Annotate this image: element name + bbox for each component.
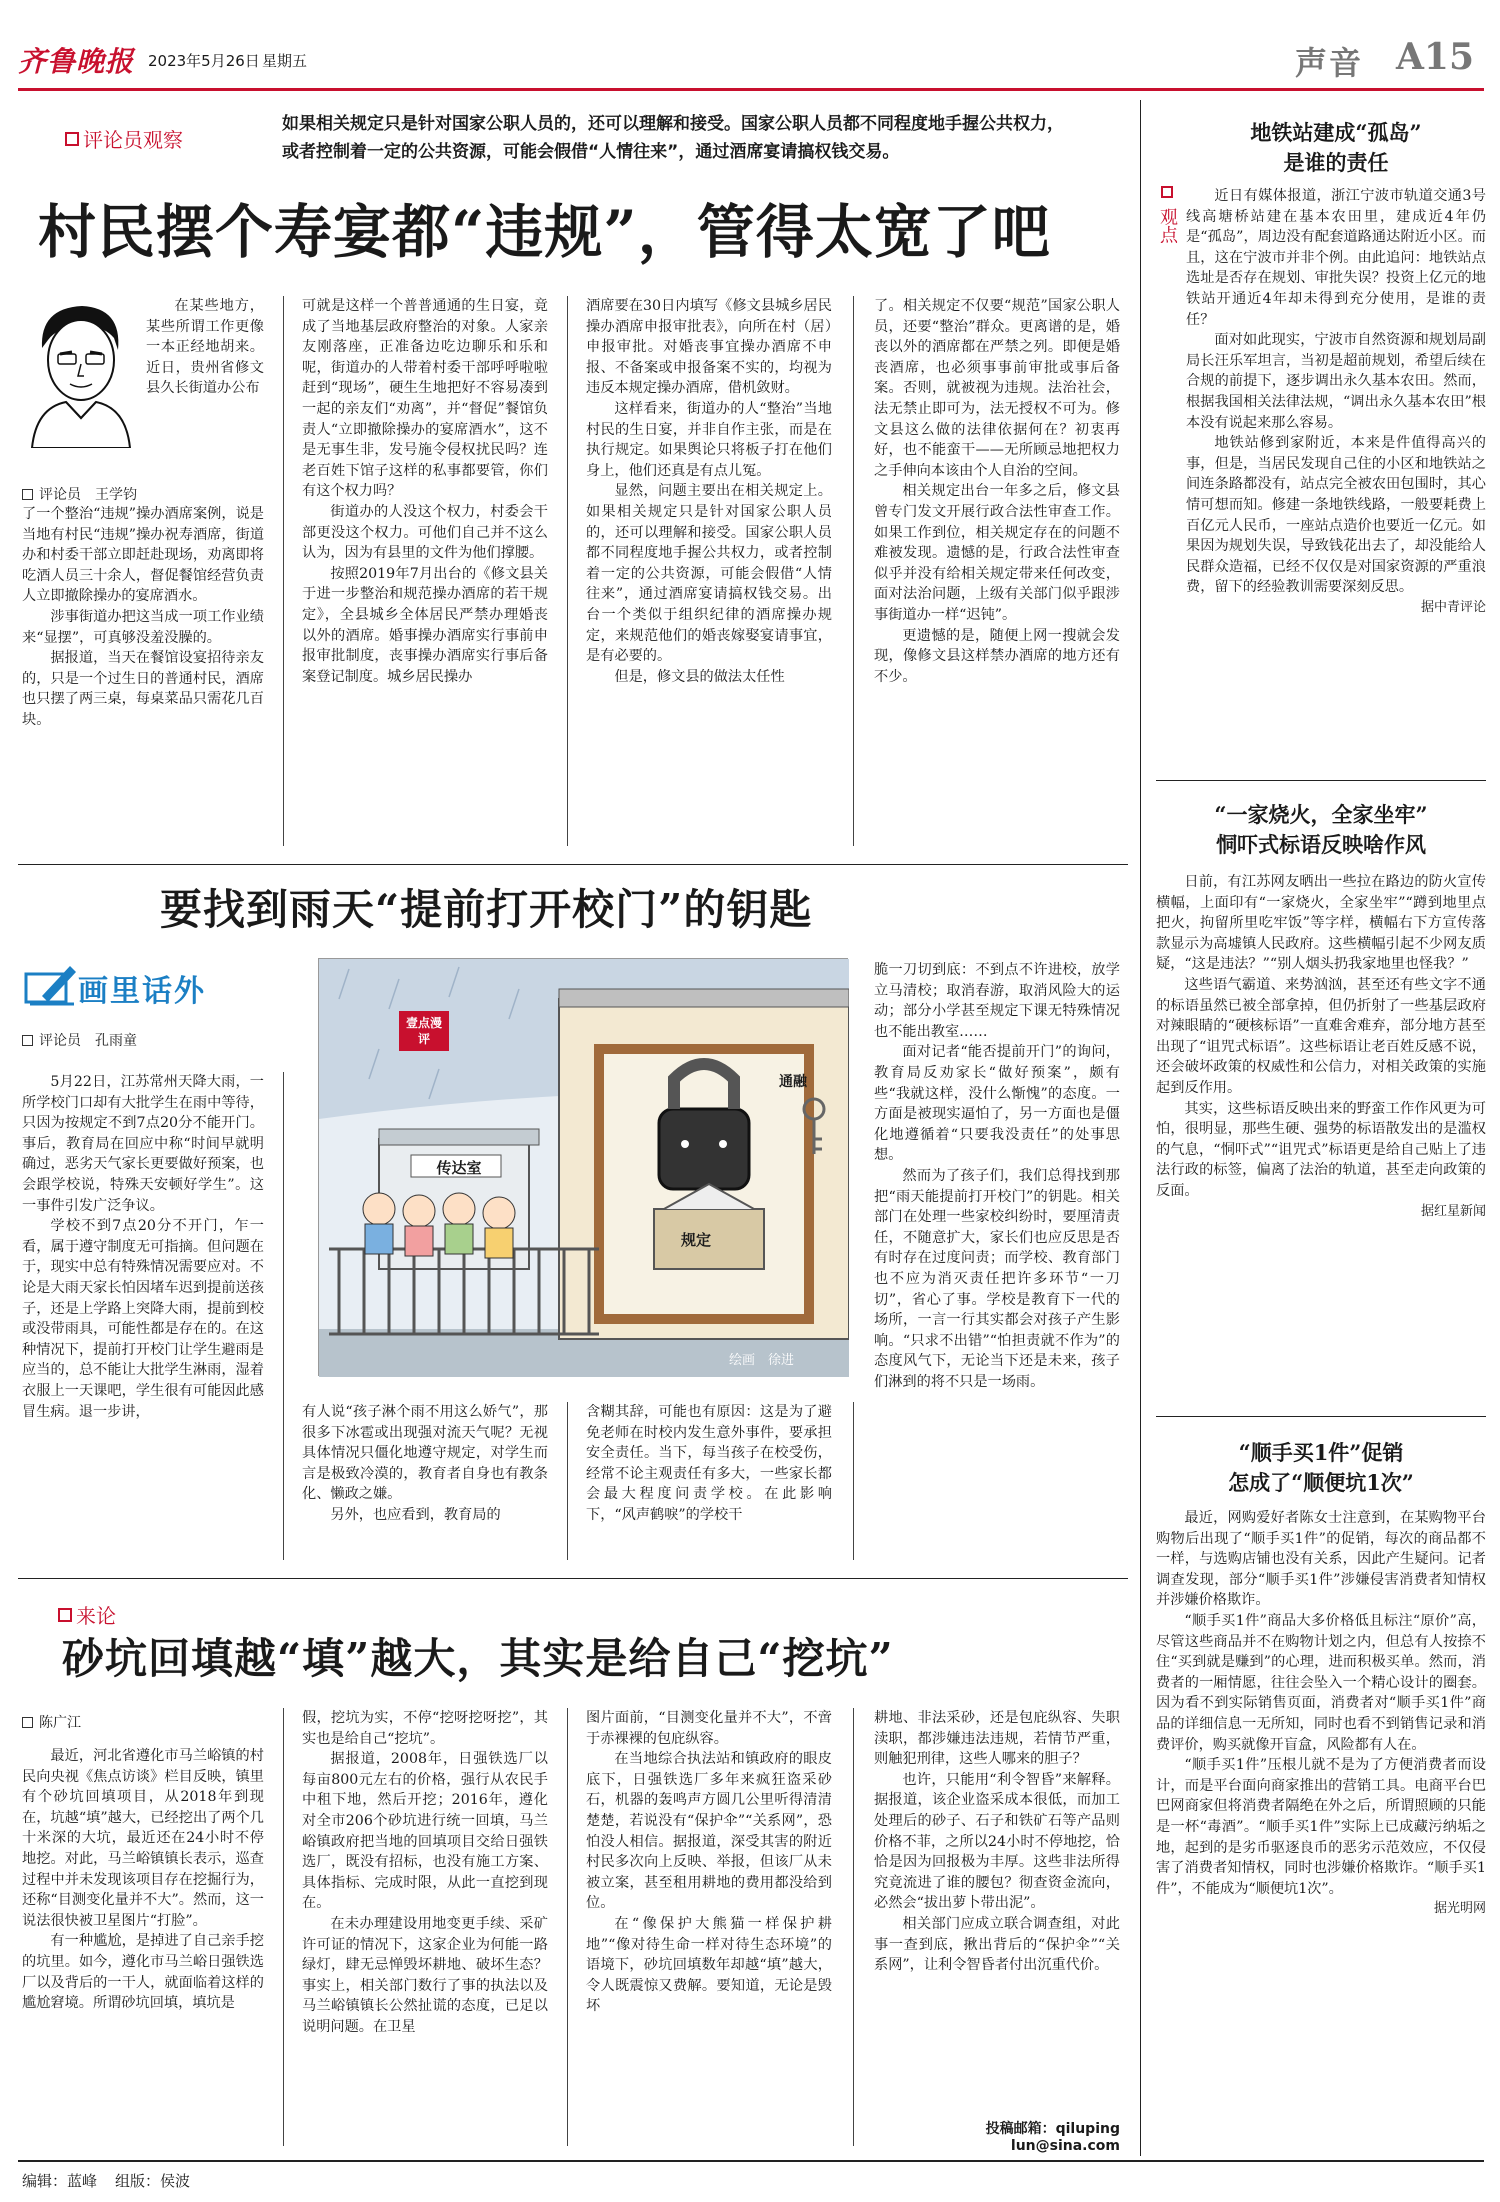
paragraph: 更遗憾的是，随便上网一搜就会发现，像修文县这样禁办酒席的地方还有不少。 [874, 627, 1120, 685]
paragraph: 另外，也应看到，教育局的 [330, 1506, 501, 1523]
lead-headline: 村民摆个寿宴都“违规”，管得太宽了吧 [38, 198, 1051, 266]
paragraph: 其实，这些标语反映出来的野蛮工作作风更为可怕，很明显，那些生硬、强势的标语散发出的是滥权的气息，“恫吓式”“诅咒式”标语更是给自己贴上了违法行政的标签，偏离了法治的轨道，甚至走向政策的反面。 [1156, 1100, 1486, 1199]
laixun-byline [22, 1712, 81, 1732]
laixun-section-tag [58, 1600, 116, 1629]
title-line: 恫吓式标语反映啥作风 [1216, 832, 1426, 857]
lead-col1 [22, 504, 264, 846]
paragraph: 显然，问题主要出在相关规定上。如果相关规定只是针对国家公职人员的，还可以理解和接受。国家公职人员都不同程度地手握公共权力，或者控制着一定的公共资源，可能会假借“人情往来”，通过酒席宴请搞权钱交易。出台一个类似于组织纪律的酒席操办规定，来规范他们的婚丧嫁娶宴请事宜，是有必要的。 [586, 483, 832, 665]
lead-byline-text: 评论员 王学钧 [39, 487, 137, 503]
paragraph: 了一个整治“违规”操办酒席案例，说是当地有村民“违规”操办祝寿酒席，街道办和村委干部立即赶赴现场，劝离即将吃酒人员三十余人，督促餐馆经营负责人立即撤除操办的宴席酒水。 [22, 506, 264, 605]
paragraph: 图片面前，“目测变化量并不大”，不啻于赤裸裸的包庇纵容。 [586, 1710, 832, 1747]
laixun-col4 [874, 1708, 1120, 2112]
cartoon-illustration [318, 958, 848, 1376]
sidebar-a3-body [1156, 1508, 1486, 2150]
paragraph: 在“像保护大熊猫一样保护耕地”“像对待生命一样对待生态环境”的语境下，砂坑回填数年却越“填”越大，令人既震惊又费解。要知道，无论是毁坏 [586, 1915, 832, 2015]
lead-col1-top [146, 296, 264, 482]
submission-email[interactable]: 投稿邮箱：qiluping lun@sina.com [985, 2121, 1120, 2154]
paragraph: 面对记者“能否提前开门”的询问，教育局反劝家长“做好预案”，颇有些“我就这样，没什么惭愧”的态度。一方面是被现实逼怕了，另一方面也是僵化地遵循着“只要我没责任”的处事思想。 [874, 1044, 1120, 1164]
footer-editor: 编辑：蓝峰 [22, 2172, 98, 2190]
laixun-byline-text: 陈广江 [39, 1715, 81, 1731]
paragraph: 最近，网购爱好者陈女士注意到，在某购物平台购物后出现了“顺手买1件”的促销，每次的商品都不一样，与选购店铺也没有关系，因此产生疑问。记者调查发现，部分“顺手买1件”涉嫌侵害消费者知情权并涉嫌价格欺诈。 [1156, 1510, 1486, 1609]
sidebar-label [1156, 186, 1178, 244]
author-portrait [22, 298, 140, 448]
section-divider [18, 864, 1128, 865]
paragraph: 面对如此现实，宁波市自然资源和规划局副局长汪乐军坦言，当初是超前规划，希望后续在合规的前提下，逐步调出永久基本农田。然而，根据我国相关法律法规，“调出永久基本农田”根本没有说起来那么容易。 [1186, 332, 1486, 431]
issue-date: 2023年5月26日 [148, 52, 260, 70]
paragraph: 了。相关规定不仅要“规范”国家公职人员，还要“整治”群众。更离谱的是，婚丧以外的酒席都在严禁之列。即便是婚丧酒席，也必须事事前审批或事后备案。否则，就被视为违规。法治社会，法无禁止即可为，法无授权不可为。修文县这么做的法律依据何在？初衷再好，也不能蛮干——无所顾忌地把权力之手伸向本该由个人自治的空间。 [874, 298, 1120, 479]
paragraph: 酒席要在30日内填写《修文县城乡居民操办酒席申报审批表》，向所在村（居）申报审批。对婚丧事宜操办酒席不申报、不备案或申报备案不实的，均视为违反本规定操办酒席，借机敛财。 [586, 298, 832, 397]
lead-byline [22, 484, 137, 504]
column-logo [22, 960, 262, 1008]
lead-section-tag [65, 124, 183, 153]
cartoon-byline-text: 评论员 孔雨童 [39, 1033, 137, 1049]
cartoon-stamp: 壹点漫评 [405, 1016, 442, 1046]
sidebar-a1-title [1186, 118, 1486, 178]
lock-label: 通融 [779, 1074, 807, 1090]
section-divider [18, 1578, 1128, 1579]
rule-label: 规定 [681, 1231, 712, 1249]
byline-box-icon [22, 1035, 33, 1046]
paragraph: 学校不到7点20分不开门，乍一看，属于遵守制度无可指摘。但问题在于，现实中总有特殊情况需要应对。不论是大雨天家长怕因堵车迟到提前送孩子，还是上学路上突降大雨，提前到校或没带雨具，可能性都是存在的。在这种情况下，提前打开校门让学生避雨是应当的，总不能让大批学生淋雨，湿着衣服上一天课吧，学生很有可能因此感冒生病。退一步讲， [22, 1218, 264, 1420]
paragraph: 脆一刀切到底：不到点不许进校，放学立马清校；取消春游，取消风险大的运动；部分小学甚至规定下课无特殊情况也不能出教室…… [874, 962, 1120, 1040]
sidebar-a2-body [1156, 872, 1486, 1412]
issue-weekday: 星期五 [262, 52, 308, 70]
paragraph: “顺手买1件”压根儿就不是为了方便消费者而设计，而是平台面向商家推出的营销工具。电商平台巴巴网商家但将消费者隔绝在外之后，所谓照顾的只能是一杯“毒酒”。“顺手买1件”实际上已成藏污纳垢之地，起到的是劣币驱逐良币的恶劣示范效应，不仅侵害了消费者知情权，同时也涉嫌价格欺诈。“顺手买1件”，不能成为“顺便坑1次”。 [1156, 1757, 1486, 1897]
section-name: 声音 [1295, 44, 1364, 82]
paragraph: 这些语气霸道、来势汹汹，甚至还有些文字不通的标语虽然已被全部拿掉，但仍折射了一些基层政府对辣眼睛的“硬核标语”一直难舍难弃，部分地方甚至出现了“诅咒式标语”。这些标语让老百姓反感不说，还会破坏政策的权威性和公信力，对相关政策的实施起到反作用。 [1156, 976, 1486, 1096]
guardhouse-label: 传达室 [436, 1159, 482, 1177]
paragraph: 相关规定出台一年多之后，修文县曾专门发文开展行政合法性审查工作。如果工作到位，相关规定存在的问题不难被发现。遗憾的是，行政合法性审查似乎并没有给相关规定带来任何改变，面对法治问题，上级有关部门似乎跟涉事街道办一样“迟钝”。 [874, 483, 1120, 623]
paragraph: 也许，只能用“利令智昏”来解释。据报道，该企业盗采成本很低，而加工处理后的砂子、石子和铁矿石等产品则价格不菲，之所以24小时不停地挖，恰恰是因为回报极为丰厚。这些非法所得究竟流进了谁的腰包？彻查资金流向，必然会“拔出萝卜带出泥”。 [874, 1771, 1120, 1912]
paragraph: 有人说“孩子淋个雨不用这么娇气”，那很多下冰雹或出现强对流天气呢？无视具体情况只僵化地遵守规定，对学生而言是极致冷漠的，教育者自身也有教条化、懒政之嫌。 [302, 1404, 548, 1503]
laixun-col1 [22, 1746, 264, 2146]
paragraph: 有一种尴尬，是掉进了自己亲手挖的坑里。如今，遵化市马兰峪日强铁选厂以及背后的一干人，就面临着这样的尴尬窘境。所谓砂坑回填，填坑是 [22, 1933, 264, 2012]
paragraph: 街道办的人没这个权力，村委会干部更没这个权力。可他们自己并不这么认为，因为有县里的文件为他们撑腰。 [302, 503, 548, 562]
column-logo-text: 画里话外 [78, 974, 206, 1009]
paragraph: 据报道，2008年，日强铁选厂以每亩800元左右的价格，强行从农民手中租下地，然后开挖；2016年，遵化对全市206个砂坑进行统一回填，马兰峪镇政府把当地的回填项目交给日强铁选厂，既没有招标，也没有施工方案、具体指标、完成时限，从此一直挖到现在。 [302, 1751, 548, 1912]
page-number: A15 [1396, 36, 1475, 78]
column-rule [567, 296, 568, 846]
sidebar-a1-source: 据中青评论 [1420, 599, 1486, 615]
newspaper-logo: 齐鲁晚报 [18, 45, 135, 78]
footer-rule [18, 2160, 1484, 2162]
column-rule [853, 1402, 854, 1560]
lead-col2 [302, 296, 548, 846]
column-rule [853, 1708, 854, 2146]
paragraph: 按照2019年7月出台的《修文县关于进一步整治和规范操办酒席的若干规定》，全县城乡全体居民严禁办理婚丧以外的酒席。婚事操办酒席实行事前申报审批制度，丧事操办酒席实行事后备案登记制度。城乡居民操办 [302, 565, 548, 685]
footer-layout: 组版：侯波 [115, 2172, 191, 2190]
title-line: 地铁站建成“孤岛” [1250, 120, 1422, 145]
paragraph: 然而为了孩子们，我们总得找到那把“雨天能提前打开校门”的钥匙。相关部门在处理一些家校纠纷时，要厘清责任，不随意扩大，家长们也应反思是否有时存在过度问责；而学校、教育部门也不应为消灭责任把许多环节“一刀切”，省心了事。学校是教育下一代的场所，一言一行其实都会对孩子产生影响。“只求不出错”“怕担责就不作为”的态度风气下，无论当下还是未来，孩子们淋到的将不只是一场雨。 [874, 1167, 1120, 1390]
sidebar-a2-source: 据红星新闻 [1420, 1203, 1486, 1219]
cartoon-byline [22, 1030, 137, 1050]
byline-box-icon [22, 489, 33, 500]
paragraph: 涉事街道办把这当成一项工作业绩来“显摆”，可真够没羞没臊的。 [22, 608, 264, 646]
lead-col1-first-para: 在某些地方，某些所谓工作更像一本正经地胡来。近日，贵州省修文县久长街道办公布 [146, 298, 264, 397]
lead-col3 [586, 296, 832, 846]
lead-tag-label: 评论员观察 [83, 128, 183, 152]
cartoon-col1 [22, 1072, 264, 1560]
byline-box-icon [22, 1717, 33, 1728]
sidebar-a1-body [1186, 186, 1486, 758]
title-line: 是谁的责任 [1283, 150, 1389, 175]
paragraph: 近日有媒体报道，浙江宁波市轨道交通3号线高塘桥站建在基本农田里，建成近4年仍是“孤岛”，周边没有配套道路通达附近小区。而且，这在宁波市并非个例。由此追问：地铁站点选址是否存在规划、审批失误？投资上亿元的地铁站开通近4年却未得到充分使用，是谁的责任？ [1186, 188, 1486, 328]
sidebar-a2-title [1156, 800, 1486, 860]
cartoon-headline: 要找到雨天“提前打开校门”的钥匙 [160, 885, 813, 934]
sidebar-divider [1156, 780, 1486, 781]
pen-paper-icon [22, 960, 82, 1008]
sidebar-a3-source: 据光明网 [1433, 1901, 1486, 1917]
footer-credits [22, 2170, 190, 2191]
paragraph: 在未办理建设用地变更手续、采矿许可证的情况下，这家企业为何能一路绿灯，肆无忌惮毁坏耕地、破坏生态？事实上，相关部门数行了事的执法以及马兰峪镇镇长公然扯谎的态度，已足以说明问题。在卫星 [302, 1915, 548, 2035]
cartoon-credit: 绘画 徐进 [729, 1353, 795, 1368]
column-rule [853, 296, 854, 846]
paragraph: 据报道，当天在餐馆设宴招待亲友的，只是一个过生日的普通村民，酒席也只摆了两三桌，每桌菜品只需花几百块。 [22, 650, 264, 728]
column-rule [283, 1072, 284, 1560]
masthead-rule [18, 88, 1484, 91]
laixun-headline: 砂坑回填越“填”越大，其实是给自己“挖坑” [62, 1634, 894, 1683]
cartoon-col3 [586, 1402, 832, 1562]
lead-deck: 如果相关规定只是针对国家公职人员的，还可以理解和接受。国家公职人员都不同程度地手握公共权力，或者控制着一定的公共资源，可能会假借“人情往来”，通过酒席宴请搞权钱交易。 [282, 114, 1064, 162]
sidebar-rule [1140, 100, 1141, 2156]
paragraph: “顺手买1件”商品大多价格低且标注“原价”高，尽管这些商品并不在购物计划之内，但总有人按捺不住“买到就是赚到”的心理，进而积极买单。然而，消费者的一厢情愿，往往会坠入一个精心设计的圈套。因为看不到实际销售页面，消费者对“顺手买1件”商品的详细信息一无所知，同时也看不到销售记录和消费评价，购买就像开盲盒，风险都有人在。 [1156, 1612, 1486, 1753]
paragraph: 在当地综合执法站和镇政府的眼皮底下，日强铁选厂多年来疯狂盗采砂石，机器的轰鸣声方圆几公里听得清清楚楚，若说没有“保护伞”“关系网”，恐怕没人相信。据报道，深受其害的附近村民多次向上反映、举报，但该厂从未被立案，甚至租用耕地的费用都没给到位。 [586, 1751, 832, 1912]
column-rule [567, 1708, 568, 2146]
laixun-col3 [586, 1708, 832, 2146]
paragraph: 日前，有江苏网友晒出一些拉在路边的防火宣传横幅，上面印有“一家烧火，全家坐牢”“蹲到地里点把火，拘留所里吃牢饭”等字样，横幅右下方宣传落款显示为高墟镇人民政府。这些横幅引起不少网友质疑，“这是违法？”“别人烟头扔我家地里也怪我？” [1156, 874, 1486, 973]
paragraph: 最近，河北省遵化市马兰峪镇的村民向央视《焦点访谈》栏目反映，镇里有个砂坑回填项目，从2018年到现在，坑越“填”越大，已经挖出了两个几十米深的大坑，最近还在24小时不停地挖。对此，马兰峪镇镇长表示，巡查过程中并未发现该项目存在挖掘行为，还称“目测变化量并不大”。然而，这一说法很快被卫星图片“打脸”。 [22, 1748, 264, 1929]
title-line: 怎成了“顺便坑1次” [1228, 1470, 1414, 1495]
paragraph: 5月22日，江苏常州天降大雨，一所学校门口却有大批学生在雨中等待，只因为按规定不到7点20分不能开门。事后，教育局在回应中称“时间早就明确过，恶劣天气家长更要做好预案，也会跟学校说，特殊天安顿好学生”。这一事件引发广泛争议。 [22, 1074, 264, 1214]
column-rule [283, 1708, 284, 2146]
cartoon-col2 [302, 1402, 548, 1562]
paragraph: 地铁站修到家附近，本来是件值得高兴的事，但是，当居民发现自己住的小区和地铁站之间连条路都没有，站点完全被农田包围时，其心情可想而知。修建一条地铁线路，一般要耗费上百亿元人民币，一座站点造价也要近一亿元。如果因为规划失误，导致钱花出去了，却没能给人民群众造福，已经不仅仅是对国家资源的严重浪费，留下的经验教训需要深刻反思。 [1186, 435, 1486, 596]
tag-box-icon [1161, 186, 1173, 198]
paragraph: 这样看来，街道办的人“整治”当地村民的生日宴，并非自作主张，而是在执行规定。如果舆论只将板子打在他们身上，他们还真是有点儿冤。 [586, 400, 832, 479]
column-rule [567, 1402, 568, 1560]
paragraph: 可就是这样一个普普通通的生日宴，竟成了当地基层政府整治的对象。人家亲友刚落座，正准备边吃边聊乐和乐和呢，街道办的人带着村委干部呼呼啦啦赶到“现场”，硬生生地把好不容易凑到一起的亲友们“劝离”，并“督促”餐馆负责人“立即撤除操办的宴席酒水”，这不是无事生非，发号施令侵权扰民吗？连老百姓下馆子这样的私事都要管，你们有这个权力吗？ [302, 298, 548, 500]
lead-col4 [874, 296, 1120, 846]
paragraph: 相关部门应成立联合调查组，对此事一查到底，揪出背后的“保护伞”“关系网”，让利令智昏者付出沉重代价。 [874, 1915, 1120, 1974]
title-line: “顺手买1件”促销 [1238, 1440, 1404, 1465]
sidebar-label-text: 观点 [1157, 207, 1178, 244]
tag-box-icon [65, 132, 79, 146]
cartoon-col4 [874, 960, 1120, 1560]
sidebar-a3-title [1156, 1438, 1486, 1498]
column-rule [283, 296, 284, 846]
paragraph: 耕地、非法采砂，还是包庇纵容、失职渎职，都涉嫌违法违规，若情节严重，则触犯刑律，这些人哪来的胆子？ [874, 1710, 1120, 1768]
laixun-tag-label: 来论 [76, 1604, 116, 1628]
paragraph: 但是，修文县的做法太任性 [614, 668, 785, 685]
tag-box-icon [58, 1608, 72, 1622]
sidebar-divider [1156, 1416, 1486, 1417]
paragraph: 假，挖坑为实，不停“挖呀挖呀挖”，其实也是给自己“挖坑”。 [302, 1710, 548, 1747]
paragraph: 含糊其辞，可能也有原因：这是为了避免老师在时校内发生意外事件，要承担安全责任。当下，每当孩子在校受伤，经常不论主观责任有多大，一些家长都会最大程度问责学校。在此影响下，“风声鹤唳”的学校干 [586, 1404, 832, 1523]
laixun-col2 [302, 1708, 548, 2146]
title-line: “一家烧火，全家坐牢” [1214, 802, 1428, 827]
